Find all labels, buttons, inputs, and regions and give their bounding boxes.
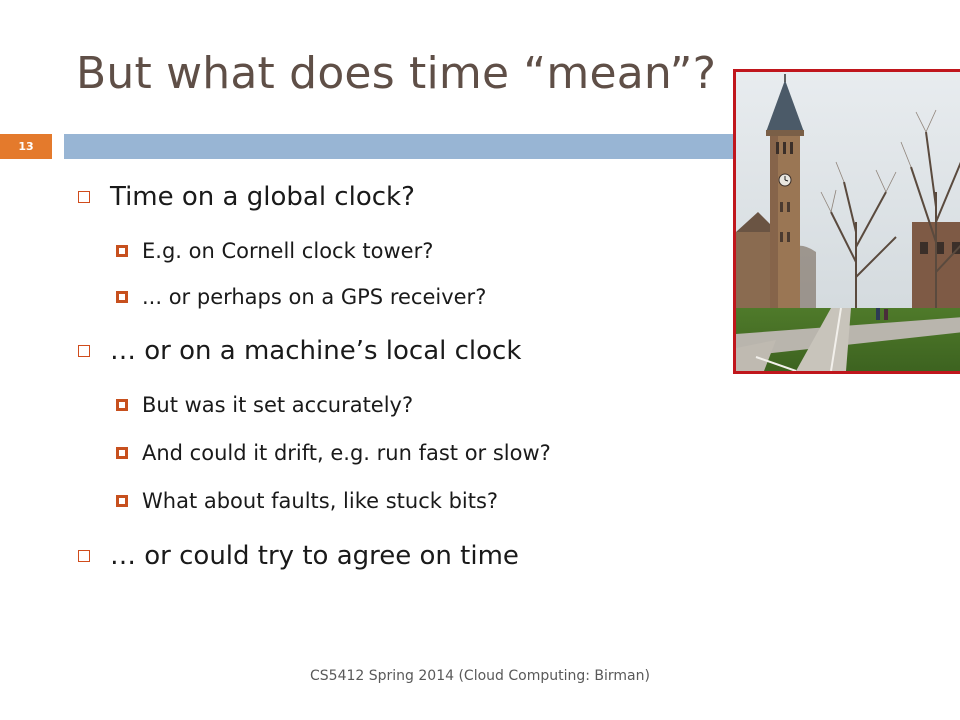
bullet-item (78, 182, 415, 212)
sub-bullet-text: What about faults, like stuck bits? (142, 489, 499, 513)
sub-bullet-text: ... or perhaps on a GPS receiver? (142, 285, 487, 309)
clock-tower-illustration (736, 72, 960, 371)
hollow-square-bullet-icon (78, 345, 90, 357)
bullet-item (78, 541, 519, 571)
slide-title: But what does time “mean”? (76, 48, 717, 99)
sub-bullet-item (116, 441, 551, 465)
slide-footer: CS5412 Spring 2014 (Cloud Computing: Birman) (310, 668, 650, 684)
sub-bullet-item (116, 489, 498, 513)
bullet-list (78, 0, 758, 600)
clock-tower-photo (733, 69, 960, 374)
filled-square-bullet-icon (116, 495, 128, 507)
filled-square-bullet-icon (116, 447, 128, 459)
bullet-text: … or on a machine’s local clock (110, 336, 522, 366)
filled-square-bullet-icon (116, 399, 128, 411)
sub-bullet-item (116, 285, 486, 309)
sub-bullet-text: E.g. on Cornell clock tower? (142, 239, 434, 263)
bullet-text: Time on a global clock? (110, 182, 415, 212)
sub-bullet-text: But was it set accurately? (142, 393, 414, 417)
sub-bullet-item (116, 393, 413, 417)
sub-bullet-text: And could it drift, e.g. run fast or slow? (142, 441, 551, 465)
bullet-item (78, 336, 521, 366)
sub-bullet-item (116, 239, 433, 263)
filled-square-bullet-icon (116, 245, 128, 257)
bullet-text: … or could try to agree on time (110, 541, 519, 571)
slide-number: 13 (0, 134, 52, 159)
filled-square-bullet-icon (116, 291, 128, 303)
hollow-square-bullet-icon (78, 191, 90, 203)
hollow-square-bullet-icon (78, 550, 90, 562)
